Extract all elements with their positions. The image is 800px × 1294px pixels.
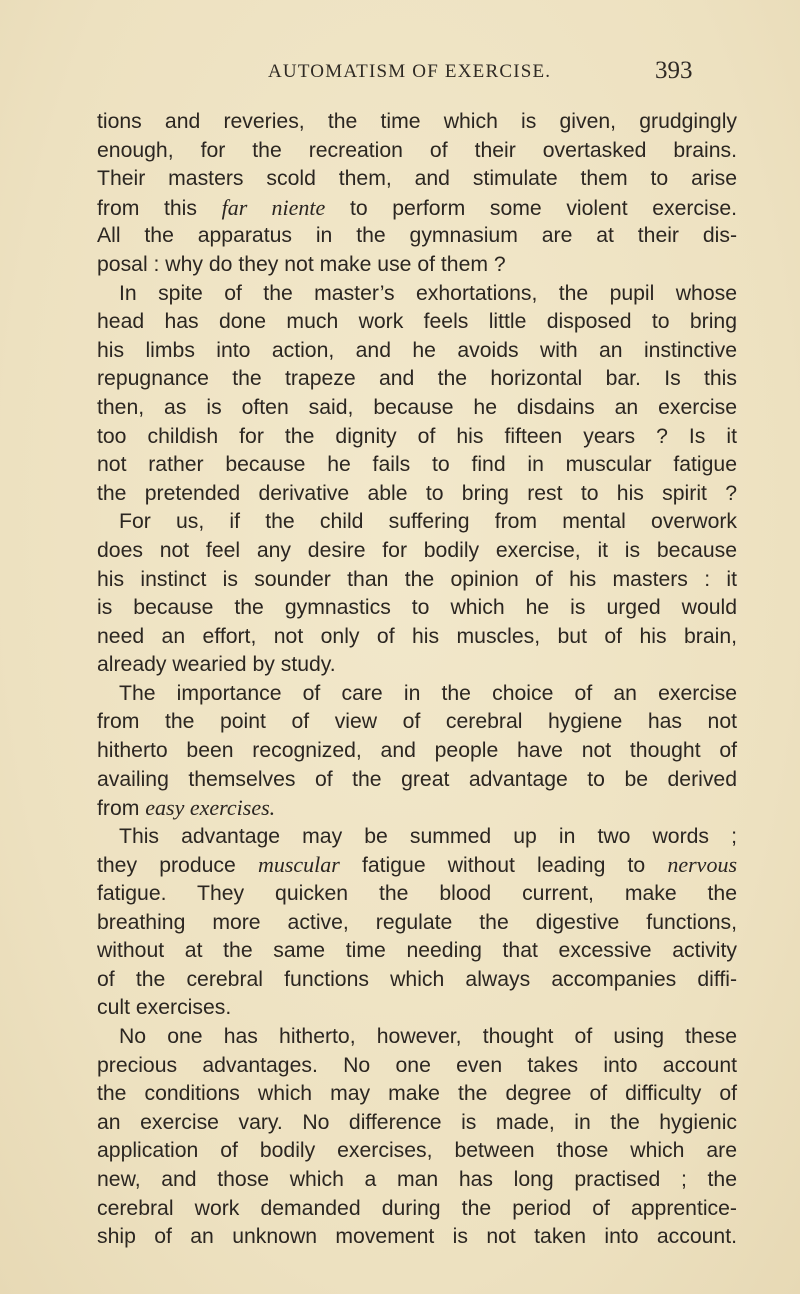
text-line: his limbs into action, and he avoids with an instinctive — [97, 338, 737, 362]
paragraph-start-line: This advantage may be summed up in two words ; — [119, 824, 737, 848]
page-number: 393 — [655, 57, 693, 84]
paragraph-start-line: For us, if the child suffering from mental overwork — [119, 510, 737, 534]
italic-phrase: far niente — [221, 194, 326, 220]
paragraph-start-line: The importance of care in the choice of an exercise — [119, 681, 737, 705]
text-line: from easy exercises. — [97, 795, 276, 821]
text-line: the pretended derivative able to bring rest to his spirit ? — [97, 481, 737, 505]
text-line: is because the gymnastics to which he is urged would — [97, 596, 737, 620]
text-line: availing themselves of the great advantage to be derived — [97, 767, 737, 791]
paragraph-start-line: No one has hitherto, however, thought of using these — [119, 1025, 737, 1048]
running-title: AUTOMATISM OF EXERCISE. — [268, 61, 552, 82]
text-line: not rather because he fails to find in muscular fatigue — [97, 453, 737, 477]
text-line: then, as is often said, because he disdains an exercise — [97, 395, 737, 419]
running-header — [0, 57, 800, 97]
text-line: cult exercises. — [97, 996, 232, 1020]
text-line: All the apparatus in the gymnasium are at their dis- — [97, 224, 737, 248]
text-line: they produce muscular fatigue without leading to nervous — [97, 852, 738, 878]
text-line: an exercise vary. No difference is made, in the hygienic — [97, 1110, 737, 1134]
paragraph-start-line: In spite of the master’s exhortations, the pupil whose — [119, 281, 737, 305]
italic-phrase: easy exercises. — [145, 795, 276, 821]
text-line: does not feel any desire for bodily exercise, it is because — [97, 538, 737, 562]
text-line: of the cerebral functions which always accompanies diffi- — [97, 967, 737, 991]
text-line: repugnance the trapeze and the horizontal bar. Is this — [97, 367, 737, 391]
text-line: ship of an unknown movement is not taken into account. — [97, 1225, 737, 1249]
text-line: posal : why do they not make use of them ? — [97, 252, 506, 276]
text-line: tions and reveries, the time which is given, grudgingly — [97, 110, 737, 133]
body-text — [97, 108, 737, 1252]
text-line: already wearied by study. — [97, 653, 336, 677]
text-line: need an effort, not only of his muscles, but of his brain, — [97, 624, 737, 648]
text-line: Their masters scold them, and stimulate them to arise — [97, 167, 737, 191]
text-line: head has done much work feels little disposed to bring — [97, 310, 737, 334]
text-line: cerebral work demanded during the period of apprentice- — [97, 1196, 737, 1220]
text-line: fatigue. They quicken the blood current, make the — [97, 882, 737, 906]
text-line: new, and those which a man has long practised ; the — [97, 1167, 737, 1191]
text-line: precious advantages. No one even takes into account — [97, 1053, 737, 1077]
text-line: from the point of view of cerebral hygiene has not — [97, 710, 737, 734]
text-line: enough, for the recreation of their overtasked brains. — [97, 138, 737, 162]
text-line: the conditions which may make the degree of difficulty of — [97, 1082, 737, 1106]
italic-phrase: muscular — [257, 852, 340, 878]
text-line: hitherto been recognized, and people have not thought of — [97, 739, 737, 763]
text-line: breathing more active, regulate the digestive functions, — [97, 910, 737, 934]
text-line: from this far niente to perform some violent exercise. — [97, 194, 737, 220]
text-line: without at the same time needing that excessive activity — [97, 939, 737, 963]
text-line: too childish for the dignity of his fifteen years ? Is it — [97, 424, 737, 448]
italic-phrase: nervous — [667, 852, 738, 878]
text-line: application of bodily exercises, between those which are — [97, 1139, 737, 1163]
text-line: his instinct is sounder than the opinion of his masters : it — [97, 567, 737, 591]
